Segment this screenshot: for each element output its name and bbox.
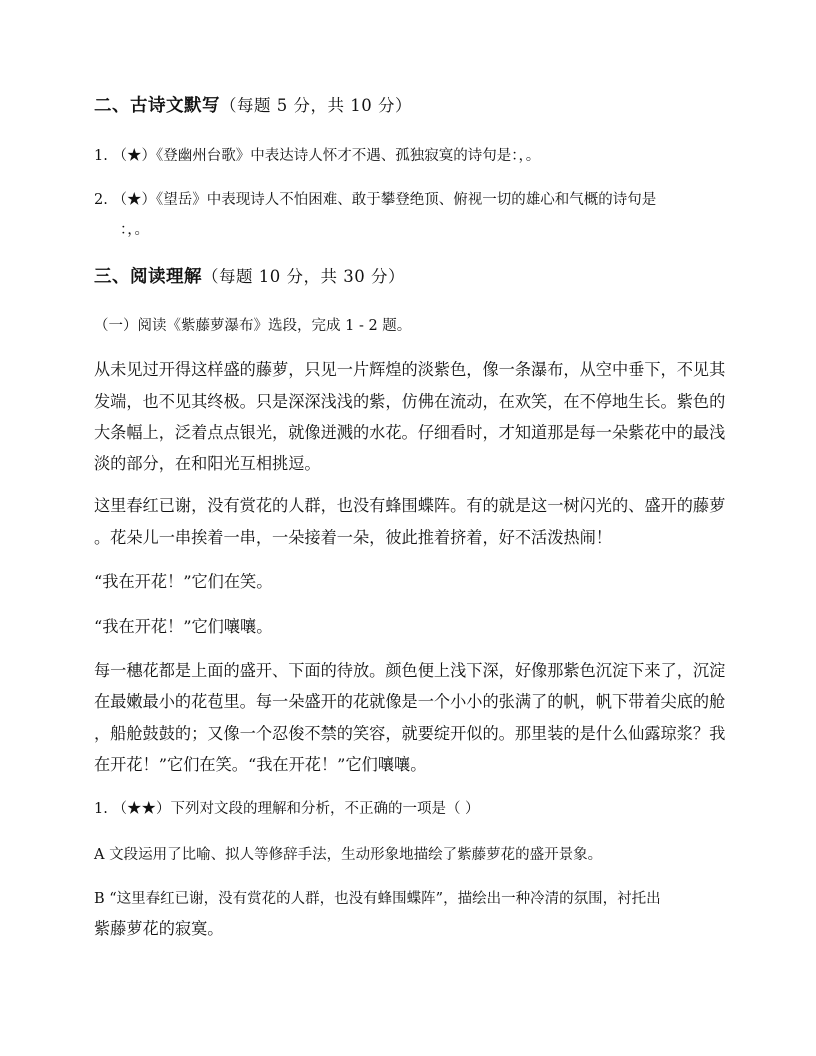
option-a: A 文段运用了比喻、拟人等修辞手法，生动形象地描绘了紫藤萝花的盛开景象。: [94, 847, 603, 863]
option-b-line-1: B “这里春红已谢，没有赏花的人群，也没有蜂围蝶阵”，描绘出一种冷清的氛围，衬托出: [94, 891, 661, 907]
passage-paragraph-1-line: 大条幅上，泛着点点银光，就像迸溅的水花。仔细看时，才知道那是每一朵紫花中的最浅: [94, 423, 726, 442]
passage-paragraph-2-line: 。花朵儿一串挨着一串，一朵接着一朵，彼此推着挤着，好不活泼热闹！: [94, 528, 612, 547]
section-3-heading: [94, 267, 734, 287]
passage-paragraph-1-line: 从未见过开得这样盛的藤萝，只见一片辉煌的淡紫色，像一条瀑布，从空中垂下，不见其: [94, 360, 726, 379]
passage-paragraph-2-line: 这里春红已谢，没有赏花的人群，也没有蜂围蝶阵。有的就是这一树闪光的、盛开的藤萝: [94, 496, 726, 515]
reading-intro: （一）阅读《紫藤萝瀑布》选段，完成 1 - 2 题。: [94, 318, 412, 334]
reading-question-1: 1. （★★）下列对文段的理解和分析，不正确的一项是（ ）: [94, 801, 480, 817]
section-2-heading-title: 二、古诗文默写: [94, 96, 220, 116]
passage-paragraph-3-line: 在开花！”它们在笑。“我在开花！”它们嚷嚷。: [94, 755, 427, 774]
section-2-question-2-line-2: ：，。: [120, 222, 149, 238]
passage-paragraph-3-line: 在最嫩最小的花苞里。每一朵盛开的花就像是一个小小的张满了的帆，帆下带着尖底的舱: [94, 692, 726, 711]
passage-quote-1: “我在开花！”它们在笑。: [94, 572, 273, 591]
section-2-heading: [94, 96, 734, 116]
passage-paragraph-1-line: 发端，也不见其终极。只是深深浅浅的紫，仿佛在流动，在欢笑，在不停地生长。紫色的: [94, 392, 726, 411]
section-3-heading-title: 三、阅读理解: [94, 267, 202, 287]
passage-paragraph-3-line: ，船舱鼓鼓的；又像一个忍俊不禁的笑容，就要绽开似的。那里装的是什么仙露琼浆？我: [94, 724, 726, 743]
passage-paragraph-1-line: 淡的部分，在和阳光互相挑逗。: [94, 454, 321, 473]
section-2-heading-score: （每题 5 分，共 10 分）: [220, 96, 412, 115]
section-2-question-2-line-1: 2. （★）《望岳》中表现诗人不怕困难、敢于攀登绝顶、俯视一切的雄心和气概的诗句是: [94, 192, 657, 208]
passage-paragraph-3-line: 每一穗花都是上面的盛开、下面的待放。颜色便上浅下深，好像那紫色沉淀下来了，沉淀: [94, 661, 726, 680]
option-b-line-2: 紫藤萝花的寂寞。: [94, 919, 224, 938]
passage-quote-2: “我在开花！”它们嚷嚷。: [94, 617, 273, 636]
section-3-heading-score: （每题 10 分，共 30 分）: [202, 267, 405, 286]
section-2-question-1: 1. （★）《登幽州台歌》中表达诗人怀才不遇、孤独寂寞的诗句是：，。: [94, 148, 541, 164]
